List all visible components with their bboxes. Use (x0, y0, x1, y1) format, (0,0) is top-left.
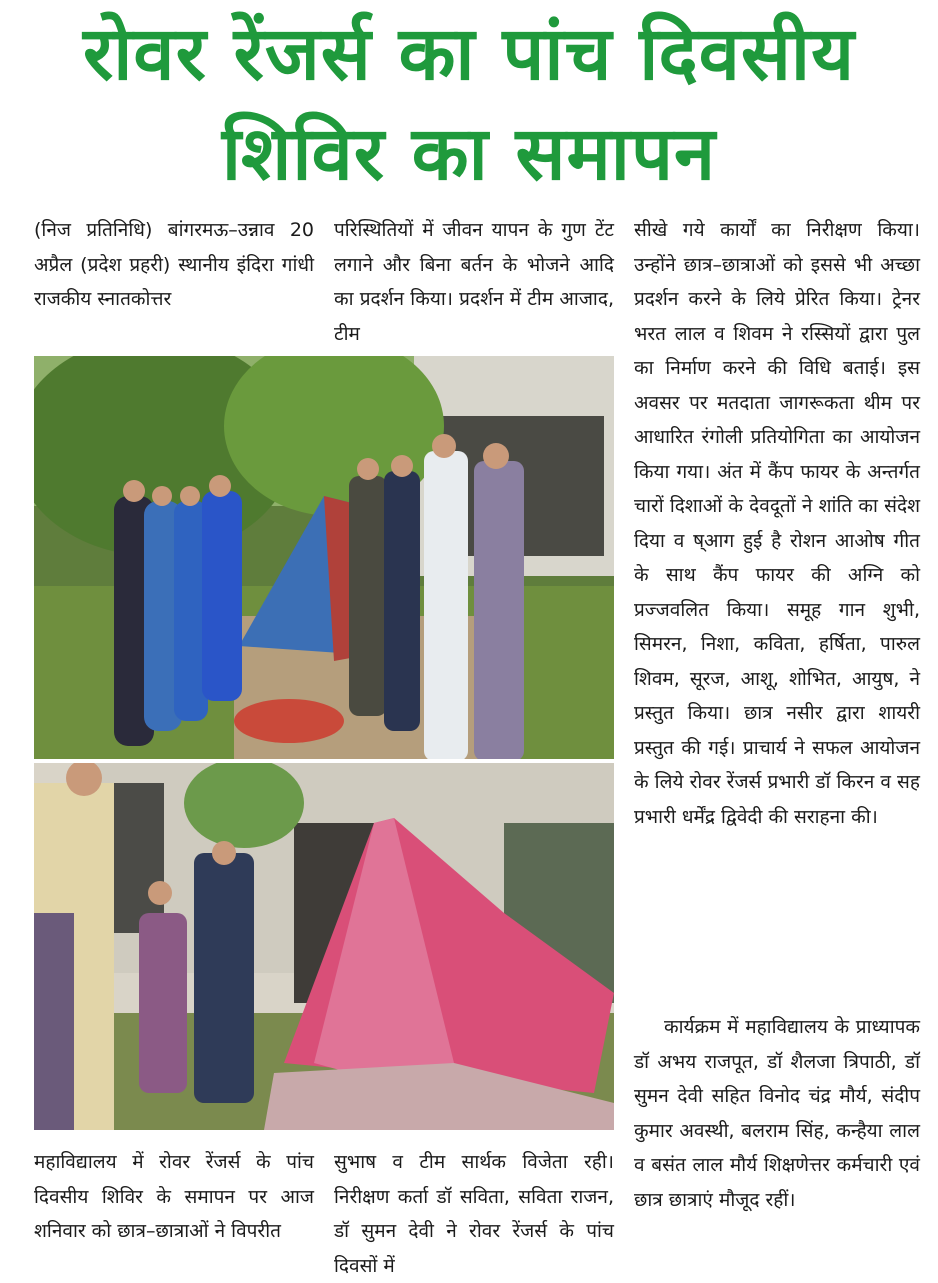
photo-group-at-tent-image (34, 356, 614, 759)
article-column-2-bottom: सुभाष व टीम सार्थक विजेता रही। निरीक्षण कर्ता डॉ सविता, सविता राजन, डॉ सुमन देवी ने रोवर रेंजर्स के पांच दिवसों में (334, 1151, 614, 1277)
photo-pink-tent (34, 763, 614, 1130)
photo-pink-tent-image (34, 763, 614, 1130)
article-column-3-paragraph-2: कार्यक्रम में महाविद्यालय के प्राध्यापक डॉ अभय राजपूत, डॉ शैलजा त्रिपाठी, डॉ सुमन देवी सहित विनोद चंद्र मौर्य, संदीप कुमार अवस्थी, बलराम सिंह, कन्हैया लाल व बसंत लाल मौर्य शिक्षणेत्तर कर्मचारी एवं छात्र छात्राएं मौजूद रहीं। (634, 1016, 920, 1211)
headline-line-1: रोवर रेंजर्स का पांच दिवसीय (83, 11, 855, 97)
photo-group-at-tent (34, 356, 614, 759)
article-column-2-top: परिस्थितियों में जीवन यापन के गुण टेंट लगाने और बिना बर्तन के भोजने आदि का प्रदर्शन किया। प्रदर्शन में टीम आजाद, टीम (334, 219, 614, 345)
article-column-1-bottom: महाविद्यालय में रोवर रेंजर्स के पांच दिवसीय शिविर के समापन पर आज शनिवार को छात्र–छात्राओं ने विपरीत (34, 1151, 314, 1242)
article-column-1-top: (निज प्रतिनिधि) बांगरमऊ–उन्नाव 20 अप्रैल (प्रदेश प्रहरी) स्थानीय इंदिरा गांधी राजकीय स्नातकोत्तर (34, 219, 314, 310)
headline-line-2: शिविर का समापन (221, 111, 717, 197)
article-column-3: सीखे गये कार्यों का निरीक्षण किया। उन्होंने छात्र–छात्राओं को इससे भी अच्छा प्रदर्शन करने के लिये प्रेरित किया। ट्रेनर भरत लाल व शिवम ने रस्सियों द्वारा पुल का निर्माण करने की विधि बताई। इस अवसर पर मतदाता जागरूकता थीम पर आधारित रंगोली प्रतियोगिता का आयोजन किया गया। अंत में कैंप फायर के अन्तर्गत चारों दिशाओं के देवदूतों ने शांति का संदेश दिया व ष्आग हुई है रोशन आओष गीत के साथ कैंप फायर की अग्नि को प्रज्जवलित किया। समूह गान शुभी, सिमरन, निशा, कविता, हर्षिता, पारुल शिवम, सूरज, आशू, शोभित, आयुष, ने प्रस्तुत किया। छात्र नसीर द्वारा शायरी प्रस्तुत की गई। प्राचार्य ने सफल आयोजन के लिये रोवर रेंजर्स प्रभारी डॉ किरन व सह प्रभारी धर्मेंद्र द्विवेदी की सराहना की। (634, 219, 920, 828)
